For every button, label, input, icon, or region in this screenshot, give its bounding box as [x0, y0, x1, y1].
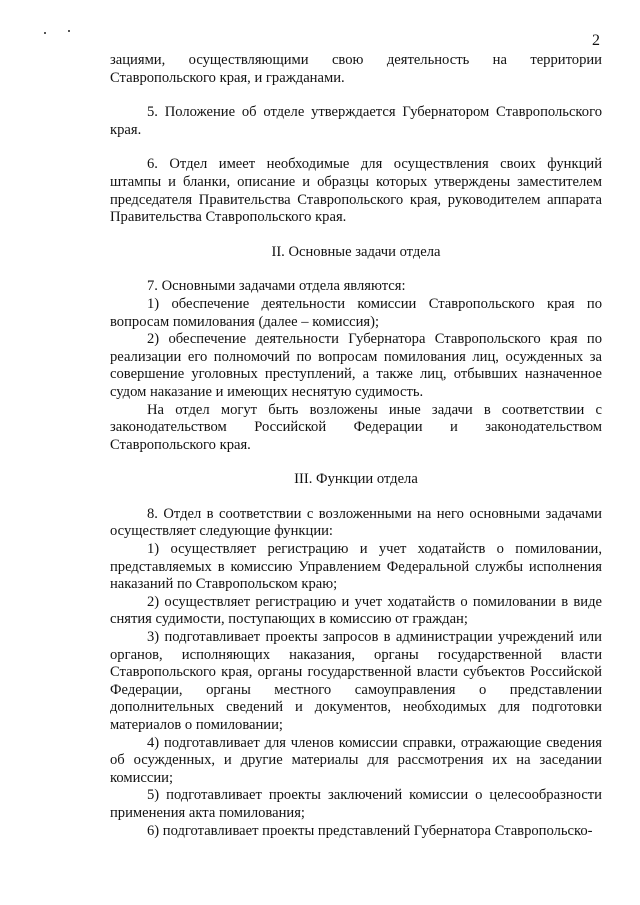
section-heading-functions: III. Функции отдела	[294, 471, 418, 488]
function-item-6: 6) подготавливает проекты представлений Губернатора Ставропольско-	[147, 822, 593, 839]
paragraph-other-tasks: На отдел могут быть возложены иные задачи в соответствии с законодательством Российской Федерации и законодательством Ставропольского края.	[110, 401, 602, 453]
page-number: 2	[592, 32, 600, 49]
function-item-1: 1) осуществляет регистрацию и учет ходатайств о помиловании, представляемых в комиссию Управлением Федеральной службы исполнения наказаний по Ставропольском краю;	[110, 541, 602, 593]
paragraph-continuation: зациями, осуществляющими свою деятельность на территории Ставропольского края, и гражданами.	[110, 52, 602, 86]
section-heading-main-tasks: II. Основные задачи отдела	[271, 243, 441, 260]
document-body	[110, 52, 602, 840]
function-item-4: 4) подготавливает для членов комиссии справки, отражающие сведения об осужденных, и другие материалы для рассмотрения их на заседании комиссии;	[110, 734, 602, 786]
function-item-5: 5) подготавливает проекты заключений комиссии о целесообразности применения акта помилования;	[110, 787, 602, 821]
paragraph-item-7: 7. Основными задачами отдела являются:	[147, 278, 406, 295]
paragraph-item-8: 8. Отдел в соответствии с возложенными на него основными задачами осуществляет следующие функции:	[110, 505, 602, 540]
paragraph-item-6: 6. Отдел имеет необходимые для осуществления своих функций штампы и бланки, описание и образцы которых утверждены заместителем председателя Правительства Ставропольского края, руководителем аппарата Правительства Ставропольского края.	[110, 156, 602, 226]
task-item-1: 1) обеспечение деятельности комиссии Ставропольского края по вопросам помилования (далее – комиссия);	[110, 295, 602, 330]
scan-speck	[44, 32, 46, 34]
paragraph-item-5: 5. Положение об отделе утверждается Губернатором Ставропольского края.	[110, 104, 602, 138]
function-item-2: 2) осуществляет регистрацию и учет ходатайств о помиловании в виде снятия судимости, поступающих в комиссию от граждан;	[110, 593, 602, 628]
task-item-2: 2) обеспечение деятельности Губернатора Ставропольского края по реализации его полномочий по вопросам помилования лиц, осужденных за совершение уголовных преступлений, а также лиц, отбывших назначенное судом наказание и имеющих неснятую судимость.	[110, 331, 602, 400]
function-item-3: 3) подготавливает проекты запросов в администрации учреждений или органов, исполняющих наказания, органы государственной власти Ставропольского края, органы государственной власти субъектов Российской Федерации, органы местного самоуправления о представлении дополнительных сведений и документов, необходимых для подготовки материалов о помиловании;	[110, 629, 602, 733]
scan-speck	[68, 30, 70, 32]
